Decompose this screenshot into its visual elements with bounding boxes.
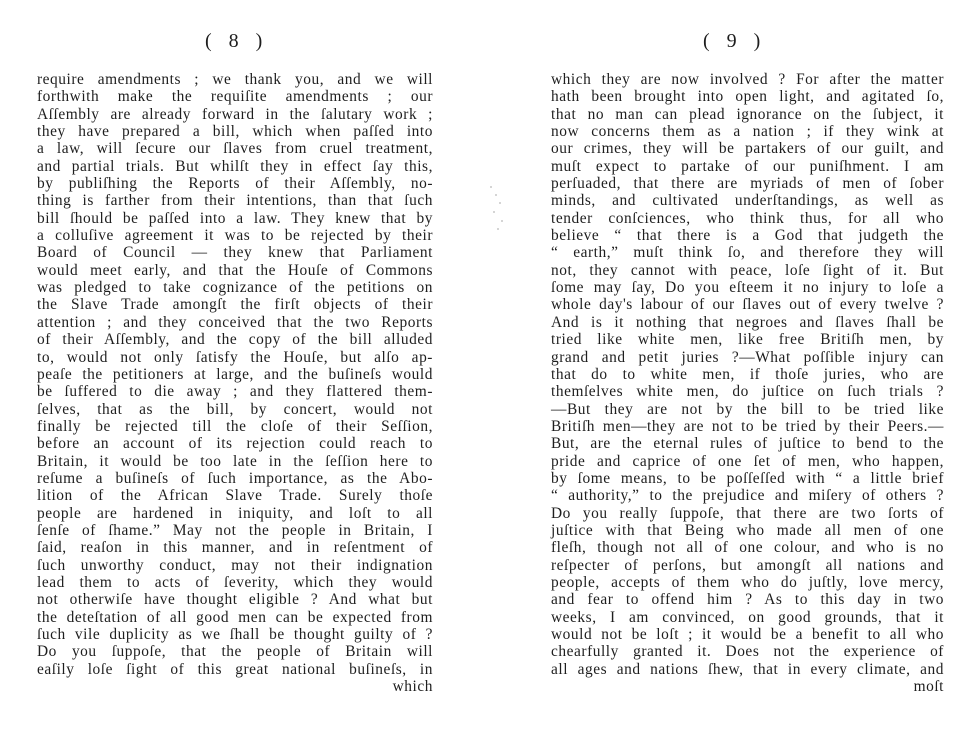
text-line: to, would not only ſatisfy the Houſe, but alſo ap- — [37, 348, 433, 366]
text-line: Aſſembly are already forward in the ſalutary work ; — [37, 105, 433, 123]
left-page — [0, 0, 480, 732]
text-line: whole day's labour of our ſlaves out of every twelve ? — [551, 296, 944, 314]
text-line: all ages and nations ſhew, that in every climate, and — [551, 660, 944, 678]
text-line: ſaid, reaſon in this manner, and in reſentment of — [37, 539, 433, 557]
text-line: a colluſive agreement it was to be rejected by their — [37, 227, 433, 245]
text-line: “ authority,” to the prejudice and miſery of others ? — [551, 487, 944, 505]
text-line: ſuch vile duplicity as we ſhall be thought guilty of ? — [37, 626, 433, 643]
text-line: of their Aſſembly, and the copy of the bill alluded — [37, 331, 433, 349]
text-line: and partial trials. But whilſt they in effect ſay this, — [37, 157, 433, 175]
text-line: grand and petit juries ?—What poſſible injury can — [551, 348, 944, 366]
text-line: Do you ſuppoſe, that the people of Britain will — [37, 643, 433, 661]
right-page — [500, 0, 980, 732]
text-line: that no man can plead ignorance on the ſubject, it — [551, 105, 944, 123]
text-line: be ſuffered to die away ; and they flattered them- — [37, 383, 433, 401]
catchword: moſt — [913, 678, 944, 696]
text-line: a law, will ſecure our ſlaves from cruel treatment, — [37, 140, 433, 158]
text-line: believe “ that there is a God that judgeth the — [551, 227, 944, 245]
text-line: ſome may ſay, Do you eſteem it no injury to loſe a — [551, 279, 944, 297]
text-line: was pledged to take cognizance of the petitions on — [37, 279, 433, 297]
text-line: hath been brought into open light, and agitated ſo, — [551, 88, 944, 106]
text-line: require amendments ; we thank you, and we will — [37, 71, 433, 88]
text-line: peaſe the petitioners at large, and the buſineſs would — [37, 365, 433, 383]
catchword: which — [392, 678, 433, 696]
text-line: not, they cannot with peace, loſe ſight of it. But — [551, 261, 944, 279]
text-line: and fear to offend him ? As to this day in two — [551, 591, 944, 609]
text-line: ſelves, that as the bill, by concert, would not — [37, 400, 433, 418]
text-line: reſume a buſineſs of ſuch importance, as the Abo- — [37, 469, 433, 487]
text-line: And is it nothing that negroes and ſlaves ſhall be — [551, 313, 944, 331]
text-line: fleſh, though not all of one colour, and who is no — [551, 539, 944, 557]
text-line: Britain, it would be too late in the ſeſſion here to — [37, 452, 433, 470]
text-line: reſpecter of perſons, but amongſt all nations and — [551, 556, 944, 574]
text-line: people, accepts of them who do juſtly, love mercy, — [551, 573, 944, 591]
text-line: tried like white men, like free Britiſh men, by — [551, 331, 944, 349]
text-line: perſuaded, that there are myriads of men of ſober — [551, 175, 944, 193]
text-line: the deteſtation of all good men can be expected from — [37, 608, 433, 626]
text-line: lead them to acts of ſeverity, which they would — [37, 573, 433, 591]
text-line: chearfully granted it. Does not the experience of — [551, 643, 944, 661]
text-line: Do you really ſuppoſe, that there are two ſorts of — [551, 504, 944, 522]
text-line: weeks, I am convinced, on good grounds, that it — [551, 608, 944, 626]
text-line: Board of Council — they knew that Parliament — [37, 244, 433, 262]
text-line: Britiſh men—they are not to be tried by their Peers.— — [551, 417, 944, 435]
right-page-text — [551, 71, 944, 695]
page-number-right: ( 9 ) — [703, 30, 767, 52]
text-line: muſt expect to partake of our puniſhment. I am — [551, 157, 944, 175]
text-line: eaſily loſe ſight of this great national buſineſs, in — [37, 660, 433, 678]
text-line: —But they are not by the bill to be tried like — [551, 400, 944, 418]
text-line: that do to white men, if thoſe juries, who are — [551, 365, 944, 383]
text-line: by publiſhing the Reports of their Aſſembly, no- — [37, 175, 433, 193]
text-line: by ſome means, to be poſſeſſed with “ a little brief — [551, 469, 944, 487]
text-line: before an account of its rejection could reach to — [37, 435, 433, 453]
text-line: minds, and cultivated underſtandings, as well as — [551, 192, 944, 210]
text-line: tender conſciences, who think thus, for all who — [551, 209, 944, 227]
text-line: pride and caprice of one ſet of men, who happen, — [551, 452, 944, 470]
text-line: lition of the African Slave Trade. Surely thoſe — [37, 487, 433, 505]
text-line: ſuch unworthy conduct, may not their indignation — [37, 556, 433, 574]
text-line: would not be loſt ; it would be a benefit to all who — [551, 626, 944, 643]
text-line: now concerns them as a nation ; if they wink at — [551, 123, 944, 141]
text-line: would meet early, and that the Houſe of Commons — [37, 261, 433, 279]
text-line: ſenſe of ſhame.” May not the people in Britain, I — [37, 521, 433, 539]
text-line: finally be rejected till the cloſe of their Seſſion, — [37, 417, 433, 435]
text-line: the Slave Trade amongſt the firſt objects of their — [37, 296, 433, 314]
text-line: our crimes, they will be partakers of our guilt, and — [551, 140, 944, 158]
text-line: juſtice with that Being who made all men of one — [551, 521, 944, 539]
text-line: which they are now involved ? For after the matter — [551, 71, 944, 88]
text-line: “ earth,” muſt think ſo, and therefore they will — [551, 244, 944, 262]
text-line: thing is farther from their intentions, than that ſuch — [37, 192, 433, 210]
text-line: forthwith make the requiſite amendments ; our — [37, 88, 433, 106]
text-line: attention ; and they conceived that the two Reports — [37, 313, 433, 331]
left-page-text — [37, 71, 433, 695]
text-line: But, are the eternal rules of juſtice to bend to the — [551, 435, 944, 453]
text-line: people are hardened in iniquity, and loſt to all — [37, 504, 433, 522]
text-line: themſelves white men, do juſtice on ſuch trials ? — [551, 383, 944, 401]
page-number-left: ( 8 ) — [205, 30, 269, 52]
text-line: not otherwiſe have thought eligible ? And what but — [37, 591, 433, 609]
text-line: bill ſhould be paſſed into a law. They knew that by — [37, 209, 433, 227]
text-line: they have prepared a bill, which when paſſed into — [37, 123, 433, 141]
